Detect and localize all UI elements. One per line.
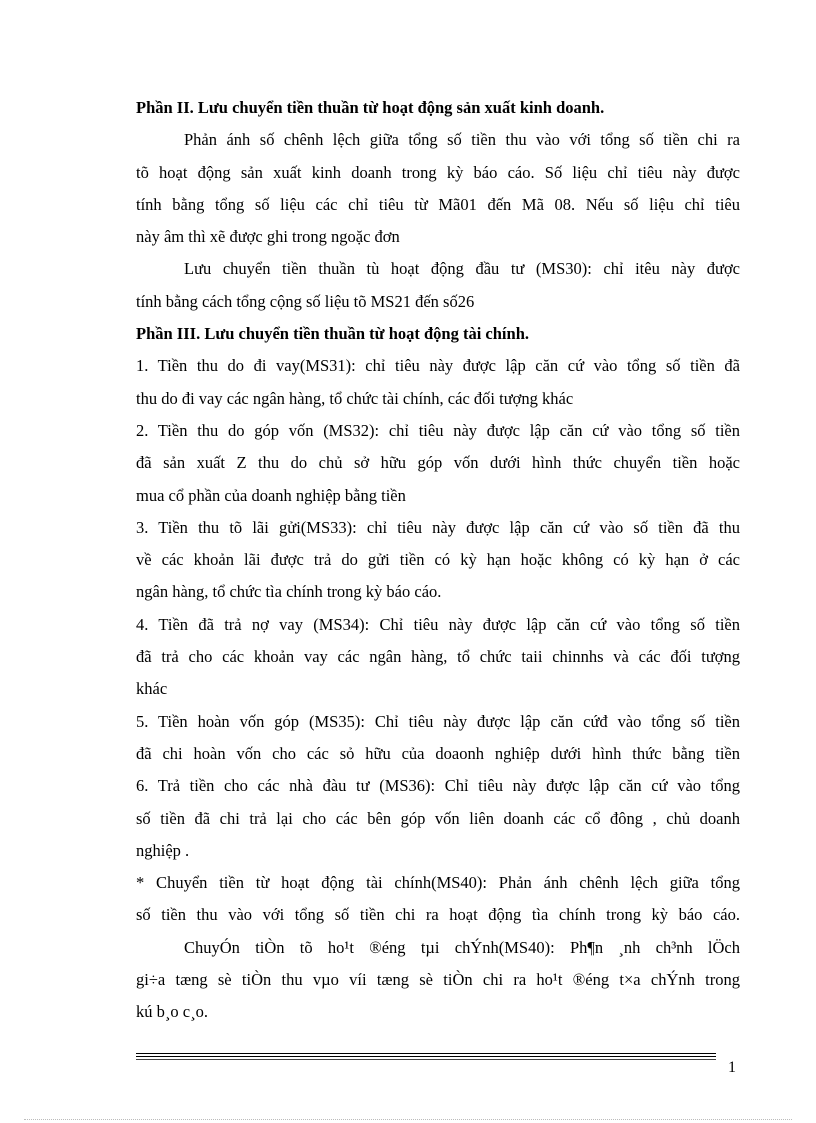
list-item-line: ngân hàng, tổ chức tìa chính trong kỳ báo cáo. [136, 582, 442, 602]
section-heading-2: Phần II. Lưu chuyển tiền thuần từ hoạt động sản xuất kinh doanh. [136, 98, 605, 117]
footer-rule-line [136, 1059, 716, 1060]
footer-rule [136, 1053, 716, 1060]
section-heading-3: Phần III. Lưu chuyển tiền thuần từ hoạt động tài chính. [136, 324, 529, 344]
list-item-line: nghiệp . [136, 840, 190, 860]
list-item-line: 5. Tiền hoàn vốn góp (MS35): Chỉ tiêu này được lập căn cứđ vào tổng số tiền [136, 711, 740, 731]
paragraph-line: tõ hoạt động sản xuất kinh doanh trong kỳ báo cáo. Số liệu chỉ tiêu này được [136, 162, 740, 182]
footer-rule-line [136, 1053, 716, 1054]
paragraph-line: tính bằng cách tổng cộng số liệu tõ MS21 đến số26 [136, 291, 475, 311]
paragraph-line: Lưu chuyển tiền thuần tù hoạt động đầu tư (MS30): chỉ itêu này được [184, 259, 740, 279]
list-item-line: 6. Trả tiền cho các nhà đàu tư (MS36): Chỉ tiêu này được lập căn cứ vào tổng [136, 776, 740, 796]
footer-rule-line [136, 1056, 716, 1057]
list-item-line: đã chi hoàn vốn cho các sỏ hữu của doaonh nghiệp dưới hình thức bằng tiền [136, 743, 740, 763]
list-item-line: 2. Tiền thu do góp vốn (MS32): chỉ tiêu này được lập căn cứ vào tổng số tiền [136, 420, 740, 440]
page-edge-divider [24, 1119, 792, 1120]
page-number: 1 [728, 1059, 736, 1076]
list-item-line: thu do đi vay các ngân hàng, tổ chức tài chính, các đối tượng khác [136, 388, 574, 408]
list-item-line: 1. Tiền thu do đi vay(MS31): chỉ tiêu này được lập căn cứ vào tổng số tiền đã [136, 356, 740, 376]
list-item-line: số tiền đã chi trả lại cho các bên góp vốn liên doanh các cổ đông , chủ doanh [136, 808, 740, 828]
garbled-paragraph-line: gi÷a tæng sè tiÒn thu vµo víi tæng sè tiÒn chi ra ho¹t ®éng t×a chÝnh trong [136, 970, 740, 990]
list-item-line: 4. Tiền đã trả nợ vay (MS34): Chỉ tiêu này được lập căn cứ vào tổng số tiền [136, 614, 740, 634]
garbled-paragraph-line: ChuyÓn tiÒn tõ ho¹t ®éng tµi chÝnh(MS40): Ph¶n ¸nh ch³nh lÖch [184, 937, 740, 957]
paragraph-line: Phản ánh số chênh lệch giữa tổng số tiền thu vào với tổng số tiền chi ra [184, 130, 740, 150]
list-item-line: đã sản xuất Z thu do chủ sở hữu góp vốn dưới hình thức chuyển tiền hoặc [136, 453, 740, 473]
paragraph-line: tính bằng tổng số liệu các chỉ tiêu từ Mã01 đến Mã 08. Nếu số liệu chỉ tiêu [136, 194, 740, 214]
list-item-line: khác [136, 679, 168, 699]
garbled-paragraph-line: kú b¸o c¸o. [136, 1002, 208, 1022]
paragraph-line: này âm thì xẽ được ghi trong ngoặc đơn [136, 227, 400, 247]
document-body [136, 92, 740, 1029]
list-item-line: mua cổ phần của doanh nghiệp bằng tiền [136, 485, 406, 505]
list-item-line: về các khoản lãi được trả do gửi tiền có kỳ hạn hoặc không có kỳ hạn ở các [136, 550, 740, 570]
list-item-line: 3. Tiền thu tõ lãi gửi(MS33): chỉ tiêu này được lập căn cứ vào số tiền đã thu [136, 517, 740, 537]
list-item-line: đã trả cho các khoản vay các ngân hàng, tổ chức taii chinnhs và các đối tượng [136, 647, 740, 667]
paragraph-line: * Chuyển tiền từ hoạt động tài chính(MS40): Phản ánh chênh lệch giữa tổng [136, 873, 740, 893]
paragraph-line: số tiền thu vào với tổng số tiền chi ra hoạt động tìa chính trong kỳ báo cáo. [136, 905, 740, 925]
